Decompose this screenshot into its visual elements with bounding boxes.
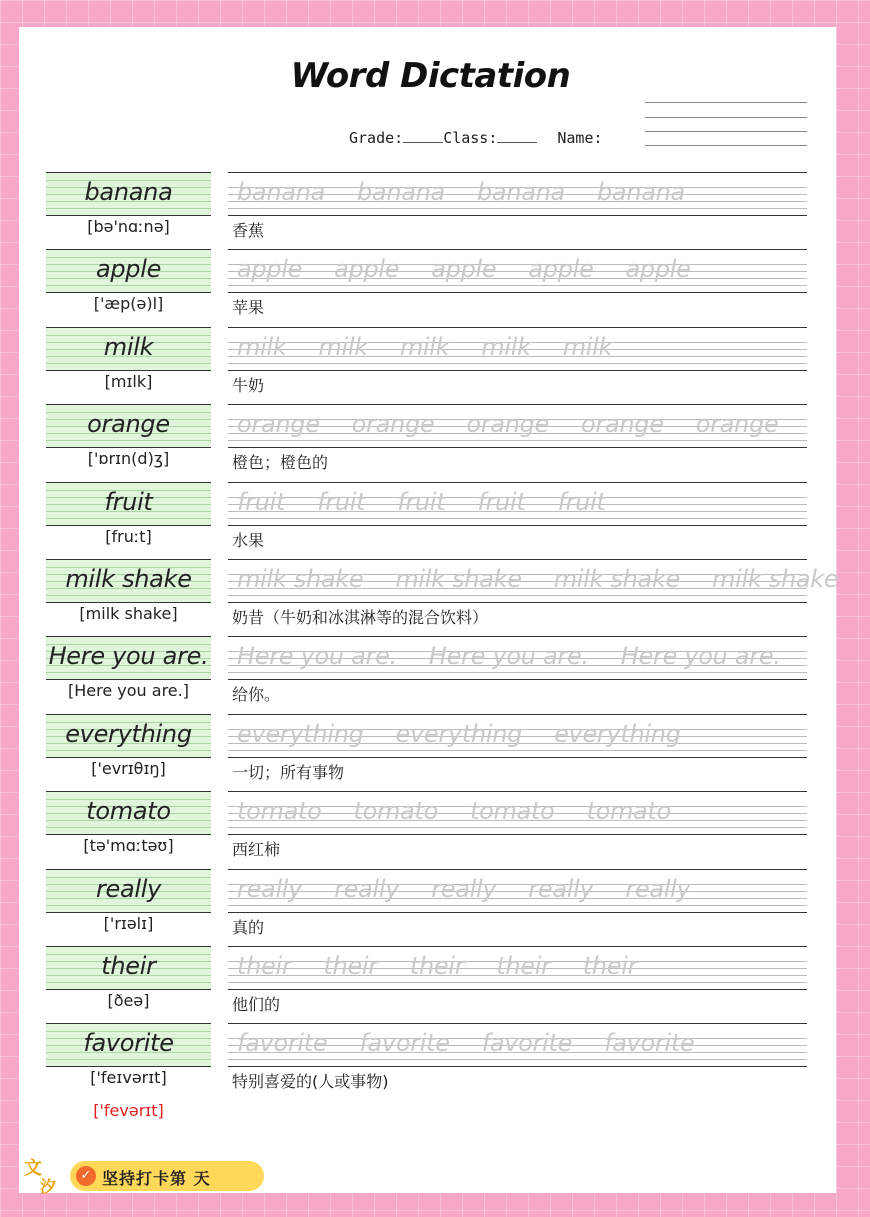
tracing-area[interactable] [228, 791, 807, 835]
word-text: fruit [104, 488, 153, 516]
guide-line [228, 982, 807, 983]
meaning-text: 奶昔（牛奶和冰淇淋等的混合饮料） [232, 608, 489, 627]
guide-line [228, 827, 807, 828]
trace-word: milk shake [395, 565, 522, 593]
phonetic-text: [tə'mɑːtəʊ] [83, 836, 174, 855]
tracing-area[interactable] [228, 327, 807, 371]
phonetic-text: [ðeə] [107, 991, 150, 1010]
word-entry [0, 404, 861, 482]
trace-word: everything [237, 720, 364, 748]
tracing-area[interactable] [228, 559, 839, 603]
trace-word: everything [395, 720, 523, 748]
trace-word: tomato [353, 797, 438, 825]
trace-word: really [431, 875, 497, 903]
trace-word: apple [431, 255, 497, 283]
meaning-text: 苹果 [232, 298, 265, 317]
trace-word: milk shake [553, 565, 681, 593]
checkin-pill [70, 1161, 264, 1191]
word-text: orange [87, 410, 170, 438]
trace-row [237, 333, 644, 361]
phonetic-text: [fruːt] [105, 527, 152, 546]
phonetic-text: ['rɪəlɪ] [103, 914, 154, 933]
trace-word: favorite [237, 1029, 328, 1057]
trace-word: fruit [237, 488, 286, 516]
checkin-text: 坚持打卡第 天 [102, 1169, 211, 1188]
word-box [46, 946, 211, 990]
name-writing-lines [645, 102, 807, 146]
grade-label: Grade: [349, 129, 404, 147]
guide-line [228, 285, 807, 286]
guide-line [46, 1059, 211, 1060]
check-icon: ✓ [76, 1166, 96, 1186]
name-label: Name: [557, 129, 603, 147]
word-box [46, 404, 211, 448]
guide-line [46, 982, 211, 983]
word-entry [0, 1023, 861, 1101]
word-text: milk [103, 333, 154, 361]
trace-word: milk [399, 333, 450, 361]
checkin-badge [22, 1152, 252, 1198]
word-entry [0, 249, 861, 327]
word-box [46, 559, 211, 603]
guide-line [228, 595, 807, 596]
word-entry [0, 482, 861, 560]
word-entry [0, 791, 861, 869]
trace-row [237, 952, 669, 980]
meaning-text: 一切；所有事物 [232, 763, 345, 782]
word-text: milk shake [65, 565, 192, 593]
word-box [46, 249, 211, 293]
trace-word: favorite [359, 1029, 450, 1057]
phonetic-text: [milk shake] [79, 604, 178, 623]
stamp-char-1: 文 [24, 1158, 42, 1179]
trace-word: their [496, 952, 551, 980]
guide-line [46, 827, 211, 828]
trace-word: really [528, 875, 594, 903]
trace-word: banana [237, 178, 325, 206]
trace-word: their [323, 952, 378, 980]
phonetic-text: [bə'nɑːnə] [87, 217, 170, 236]
trace-word: fruit [477, 488, 526, 516]
trace-word: orange [695, 410, 779, 438]
guide-line [46, 595, 211, 596]
trace-word: apple [237, 255, 303, 283]
trace-row [237, 642, 813, 670]
word-box [46, 636, 211, 680]
guide-line [46, 672, 211, 673]
trace-word: really [625, 875, 691, 903]
word-entry [0, 172, 861, 250]
meaning-text: 西红柿 [232, 840, 281, 859]
class-blank[interactable] [497, 128, 537, 143]
trace-row [237, 720, 713, 748]
trace-row [237, 565, 870, 593]
guide-line [46, 905, 211, 906]
word-entry [0, 327, 861, 405]
word-box [46, 714, 211, 758]
phonetic-text: ['ɒrɪn(d)ʒ] [87, 449, 170, 468]
word-text: everything [65, 720, 192, 748]
trace-word: Here you are. [428, 642, 589, 670]
word-entry [0, 559, 861, 637]
trace-word: apple [334, 255, 400, 283]
meaning-text: 香蕉 [232, 221, 265, 240]
guide-line [46, 363, 211, 364]
guide-line [228, 750, 807, 751]
trace-word: their [409, 952, 465, 980]
trace-word: orange [466, 410, 550, 438]
trace-word: banana [476, 178, 565, 206]
tracing-area[interactable] [228, 869, 807, 913]
word-text: favorite [83, 1029, 174, 1057]
tracing-area[interactable] [228, 1023, 807, 1067]
trace-word: favorite [604, 1029, 695, 1057]
trace-row [237, 178, 717, 206]
word-entry [0, 714, 861, 792]
trace-word: orange [237, 410, 320, 438]
page-title: Word Dictation [290, 56, 571, 96]
trace-word: milk [318, 333, 368, 361]
trace-word: fruit [317, 488, 366, 516]
guide-line [46, 440, 211, 441]
guide-line [228, 363, 807, 364]
guide-line [46, 285, 211, 286]
guide-line [46, 750, 211, 751]
trace-word: their [582, 952, 638, 980]
tracing-area[interactable] [228, 249, 807, 293]
word-text: really [95, 875, 162, 903]
logo-stamp [22, 1152, 66, 1196]
tracing-area[interactable] [228, 482, 807, 526]
phonetic-text: [mɪlk] [104, 372, 153, 391]
word-box [46, 869, 211, 913]
word-text: their [101, 952, 156, 980]
trace-word: fruit [397, 488, 446, 516]
word-text: tomato [86, 797, 171, 825]
class-label: Class: [443, 129, 498, 147]
guide-line [46, 518, 211, 519]
guide-line [228, 905, 807, 906]
trace-row [237, 488, 638, 516]
word-box [46, 791, 211, 835]
stamp-char-2: 汐 [40, 1177, 57, 1196]
trace-row [237, 255, 723, 283]
trace-word: their [237, 952, 292, 980]
student-info-row [349, 128, 603, 147]
tracing-area[interactable] [228, 946, 807, 990]
trace-word: tomato [469, 797, 555, 825]
guide-line [228, 440, 807, 441]
tracing-area[interactable] [228, 714, 807, 758]
trace-row [237, 1029, 726, 1057]
trace-word: milk shake [237, 565, 364, 593]
guide-line [46, 208, 211, 209]
word-entry [0, 869, 861, 947]
meaning-text: 真的 [232, 918, 265, 937]
trace-word: milk [562, 333, 613, 361]
meaning-text: 水果 [232, 531, 265, 550]
tracing-area[interactable] [228, 172, 807, 216]
word-text: apple [95, 255, 162, 283]
trace-word: tomato [586, 797, 671, 825]
trace-word: really [237, 875, 303, 903]
trace-word: banana [356, 178, 445, 206]
phonetic-text: ['feɪvərɪt] [90, 1068, 167, 1087]
word-text: banana [84, 178, 173, 206]
trace-word: tomato [237, 797, 322, 825]
extra-phonetic: ['fevərɪt] [93, 1101, 164, 1120]
word-box [46, 482, 211, 526]
trace-word: Here you are. [620, 642, 781, 670]
trace-row [237, 410, 810, 438]
trace-row [237, 797, 703, 825]
trace-word: favorite [481, 1029, 573, 1057]
meaning-text: 给你。 [232, 685, 281, 704]
phonetic-text: [Here you are.] [68, 681, 189, 700]
word-entry [0, 636, 861, 714]
tracing-area[interactable] [228, 404, 807, 448]
trace-word: Here you are. [237, 642, 397, 670]
grade-blank[interactable] [403, 128, 443, 143]
trace-word: milk shake [712, 565, 839, 593]
trace-word: apple [528, 255, 594, 283]
trace-word: fruit [557, 488, 606, 516]
guide-line [228, 672, 807, 673]
word-text: Here you are. [48, 642, 209, 670]
trace-word: everything [554, 720, 681, 748]
phonetic-text: ['æp(ə)l] [93, 294, 164, 313]
trace-word: really [334, 875, 400, 903]
trace-word: banana [596, 178, 685, 206]
word-entry [0, 946, 861, 1024]
trace-word: milk [481, 333, 531, 361]
word-box [46, 172, 211, 216]
meaning-text: 橙色；橙色的 [232, 453, 329, 472]
meaning-text: 特别喜爱的(人或事物) [232, 1072, 389, 1091]
word-box [46, 1023, 211, 1067]
word-box [46, 327, 211, 371]
trace-word: orange [351, 410, 435, 438]
meaning-text: 他们的 [232, 995, 281, 1014]
trace-row [237, 875, 722, 903]
guide-line [228, 1059, 807, 1060]
meaning-text: 牛奶 [232, 376, 265, 395]
guide-line [228, 208, 807, 209]
trace-word: apple [625, 255, 691, 283]
trace-word: orange [581, 410, 664, 438]
trace-word: milk [237, 333, 287, 361]
tracing-area[interactable] [228, 636, 807, 680]
phonetic-text: ['evrɪθɪŋ] [91, 759, 166, 778]
guide-line [228, 518, 807, 519]
